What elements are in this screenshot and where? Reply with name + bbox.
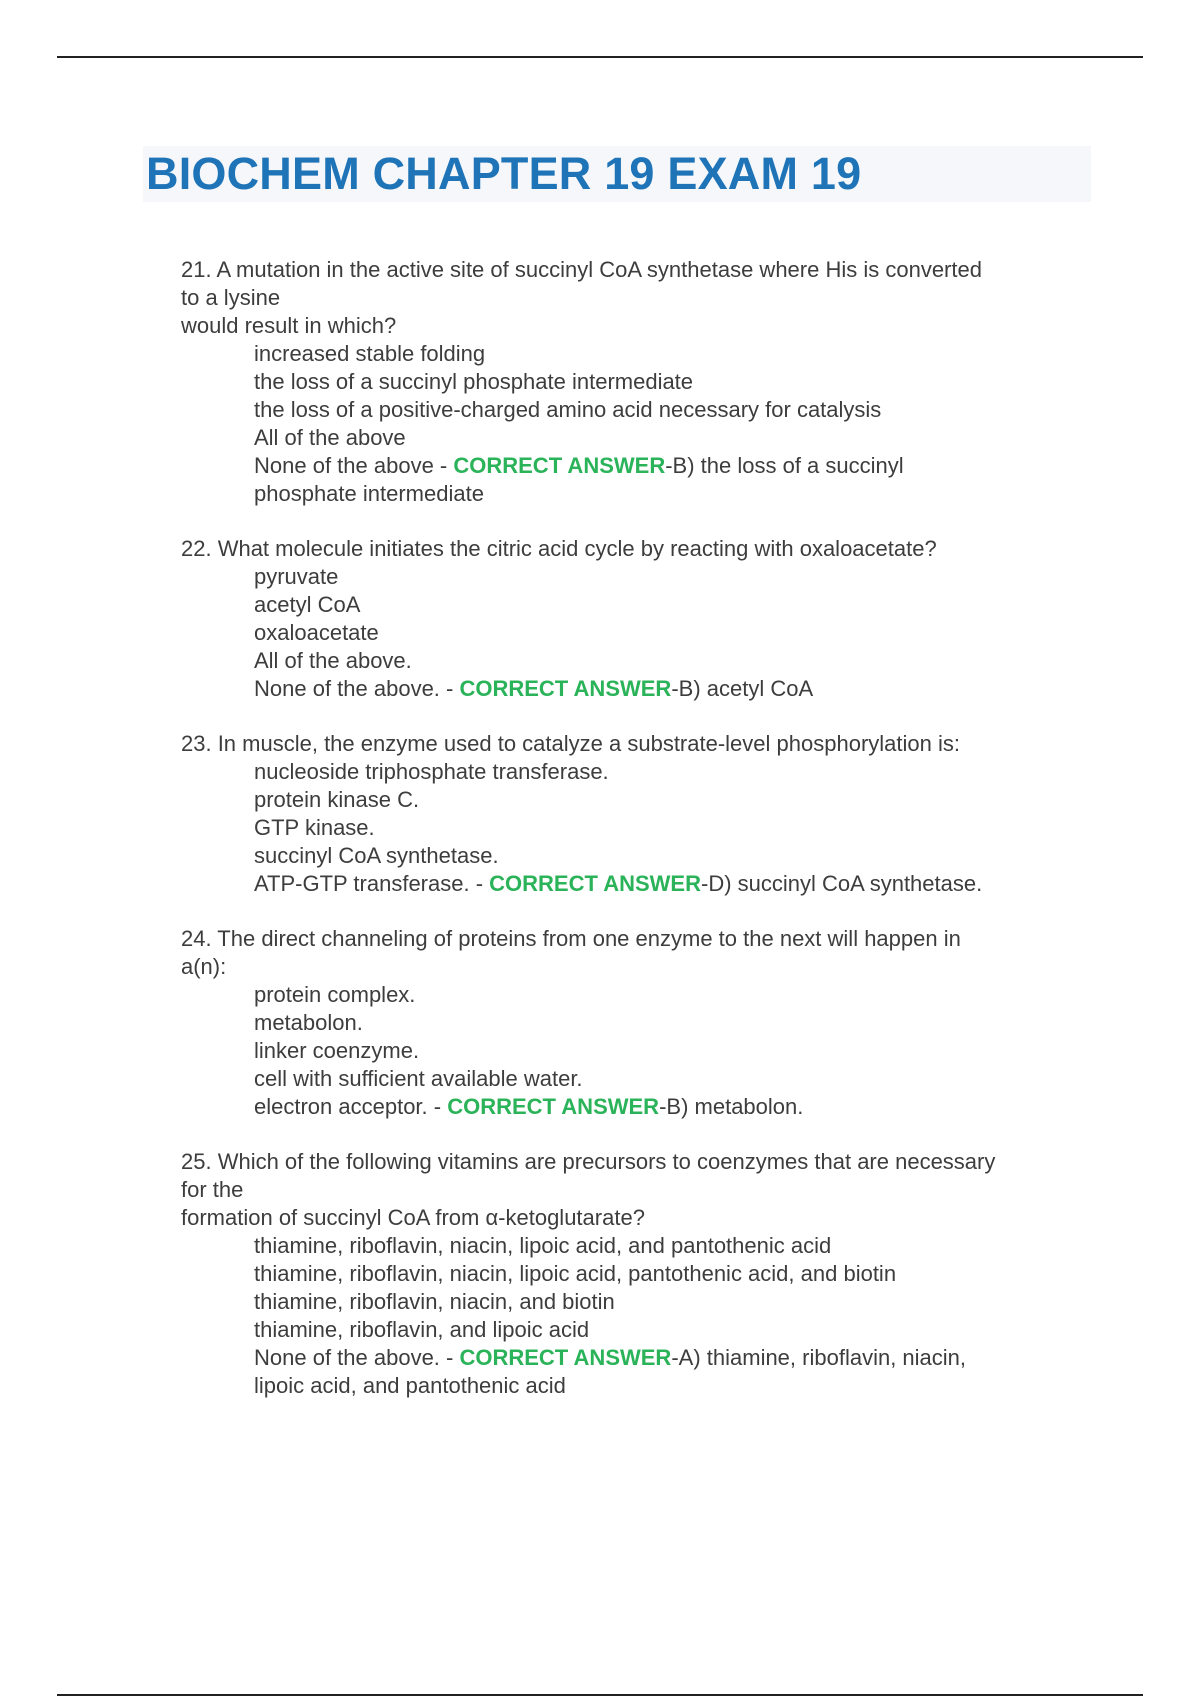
top-rule	[57, 56, 1143, 58]
answer-option: metabolon.	[254, 1010, 363, 1035]
question-text-line: 24. The direct channeling of proteins from one enzyme to the next will happen in	[181, 926, 961, 951]
answer-option: acetyl CoA	[254, 592, 361, 617]
answer-option: the loss of a positive-charged amino acid necessary for catalysis	[254, 397, 882, 422]
answer-option: protein kinase C.	[254, 787, 420, 812]
document-title: BIOCHEM CHAPTER 19 EXAM 19	[146, 148, 862, 199]
answer-options	[181, 340, 1086, 508]
correct-answer-text: -D) succinyl CoA synthetase.	[701, 871, 983, 896]
correct-answer-label: CORRECT ANSWER	[459, 676, 672, 701]
answer-options	[181, 981, 1086, 1121]
last-option-text: None of the above. -	[254, 1345, 460, 1370]
question-24	[181, 925, 1086, 1121]
answer-option: nucleoside triphosphate transferase.	[254, 759, 609, 784]
question-text-line: would result in which?	[181, 313, 397, 338]
answer-option-with-key	[254, 1344, 1086, 1372]
answer-option: increased stable folding	[254, 341, 486, 366]
answer-option: protein complex.	[254, 982, 416, 1007]
answer-option: cell with sufficient available water.	[254, 1066, 583, 1091]
question-23	[181, 730, 1086, 898]
answer-option: thiamine, riboflavin, niacin, lipoic acid, pantothenic acid, and biotin	[254, 1261, 897, 1286]
question-text-line: for the	[181, 1177, 244, 1202]
answer-options	[181, 1232, 1086, 1400]
answer-option-with-key	[254, 1093, 1086, 1121]
answer-option: linker coenzyme.	[254, 1038, 420, 1063]
answer-option: oxaloacetate	[254, 620, 379, 645]
answer-options	[181, 758, 1086, 898]
answer-option: thiamine, riboflavin, niacin, lipoic acid, and pantothenic acid	[254, 1233, 832, 1258]
answer-option-with-key	[254, 870, 1086, 898]
correct-answer-label: CORRECT ANSWER	[459, 1345, 672, 1370]
correct-answer-text: -A) thiamine, riboflavin, niacin,	[671, 1345, 967, 1370]
answer-options	[181, 563, 1086, 703]
answer-option: thiamine, riboflavin, and lipoic acid	[254, 1317, 590, 1342]
answer-option-with-key	[254, 675, 1086, 703]
answer-option: succinyl CoA synthetase.	[254, 843, 499, 868]
question-text-line: formation of succinyl CoA from α-ketoglutarate?	[181, 1205, 645, 1230]
question-text-line: 23. In muscle, the enzyme used to catalyze a substrate-level phosphorylation is:	[181, 731, 960, 756]
correct-answer-continuation: lipoic acid, and pantothenic acid	[254, 1373, 566, 1398]
last-option-text: electron acceptor. -	[254, 1094, 448, 1119]
correct-answer-label: CORRECT ANSWER	[447, 1094, 660, 1119]
correct-answer-continuation: phosphate intermediate	[254, 481, 484, 506]
question-21	[181, 256, 1086, 508]
correct-answer-label: CORRECT ANSWER	[453, 453, 666, 478]
question-text-line: 25. Which of the following vitamins are precursors to coenzymes that are necessary	[181, 1149, 996, 1174]
question-25	[181, 1148, 1086, 1400]
correct-answer-label: CORRECT ANSWER	[489, 871, 701, 896]
question-22	[181, 535, 1086, 703]
answer-option: All of the above.	[254, 648, 412, 673]
answer-option: thiamine, riboflavin, niacin, and biotin	[254, 1289, 615, 1314]
question-text-line: a(n):	[181, 954, 227, 979]
correct-answer-text: -B) acetyl CoA	[671, 676, 814, 701]
answer-option: GTP kinase.	[254, 815, 375, 840]
answer-option: pyruvate	[254, 564, 339, 589]
correct-answer-text: -B) the loss of a succinyl	[665, 453, 904, 478]
correct-answer-text: -B) metabolon.	[659, 1094, 804, 1119]
answer-option: All of the above	[254, 425, 406, 450]
question-text-line: 21. A mutation in the active site of succinyl CoA synthetase where His is converted	[181, 257, 982, 282]
bottom-rule	[57, 1694, 1143, 1696]
last-option-text: None of the above. -	[254, 676, 460, 701]
question-text-line: to a lysine	[181, 285, 281, 310]
question-list	[181, 256, 1086, 1427]
question-text-line: 22. What molecule initiates the citric acid cycle by reacting with oxaloacetate?	[181, 536, 937, 561]
answer-option-with-key	[254, 452, 1086, 480]
last-option-text: None of the above -	[254, 453, 454, 478]
last-option-text: ATP-GTP transferase. -	[254, 871, 490, 896]
answer-option: the loss of a succinyl phosphate intermediate	[254, 369, 694, 394]
